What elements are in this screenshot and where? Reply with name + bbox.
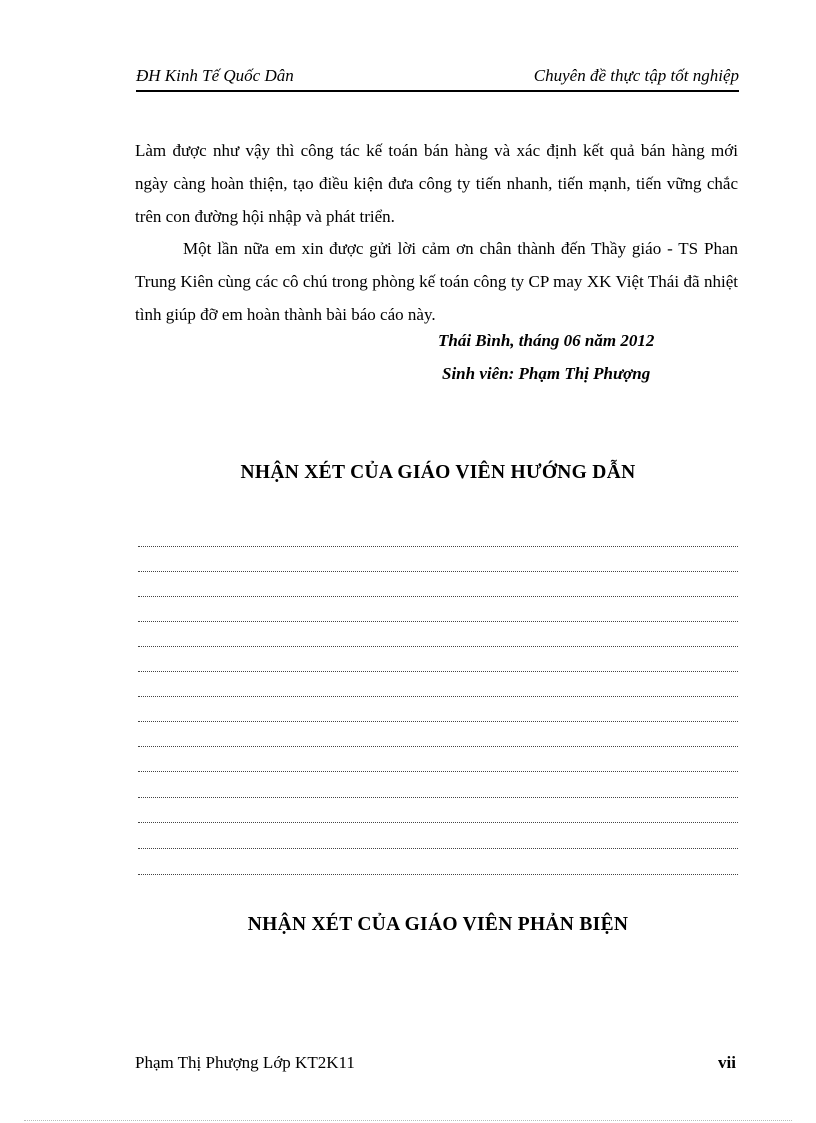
- comment-line: [138, 721, 738, 722]
- advisor-comment-heading: NHẬN XÉT CỦA GIÁO VIÊN HƯỚNG DẪN: [240, 462, 636, 483]
- comment-line: [138, 621, 738, 622]
- comment-line: [138, 874, 738, 875]
- page-bottom-border: [24, 1120, 792, 1121]
- comment-line: [138, 546, 738, 547]
- comment-line: [138, 797, 738, 798]
- comment-line: [138, 822, 738, 823]
- comment-line: [138, 746, 738, 747]
- body-paragraph-2: Một lần nữa em xin được gửi lời cảm ơn chân thành đến Thầy giáo - TS Phan Trung Kiên cùng các cô chú trong phòng kế toán công ty CP may XK Việt Thái đã nhiệt tình giúp đỡ em hoàn thành bài báo cáo này.: [135, 239, 738, 324]
- comment-line: [138, 848, 738, 849]
- comment-line: [138, 771, 738, 772]
- comment-line: [138, 571, 738, 572]
- signature-student: Sinh viên: Phạm Thị Phượng: [442, 364, 651, 383]
- comment-line: [138, 596, 738, 597]
- header-university: ĐH Kinh Tế Quốc Dân: [136, 66, 294, 85]
- body-paragraph-1: Làm được như vậy thì công tác kế toán bán hàng và xác định kết quả bán hàng mới ngày càng hoàn thiện, tạo điều kiện đưa công ty tiến nhanh, tiến mạnh, tiến vững chắc trên con đường hội nhập và phát triển.: [135, 141, 738, 226]
- footer-student-class: Phạm Thị Phượng Lớp KT2K11: [135, 1053, 355, 1072]
- reviewer-comment-heading: NHẬN XÉT CỦA GIÁO VIÊN PHẢN BIỆN: [247, 914, 629, 935]
- comment-line: [138, 646, 738, 647]
- page-number: vii: [718, 1053, 736, 1072]
- signature-place-date: Thái Bình, tháng 06 năm 2012: [438, 331, 655, 350]
- page-header: [136, 64, 739, 92]
- header-document-type: Chuyên đề thực tập tốt nghiệp: [533, 66, 739, 85]
- comment-line: [138, 671, 738, 672]
- comment-line: [138, 696, 738, 697]
